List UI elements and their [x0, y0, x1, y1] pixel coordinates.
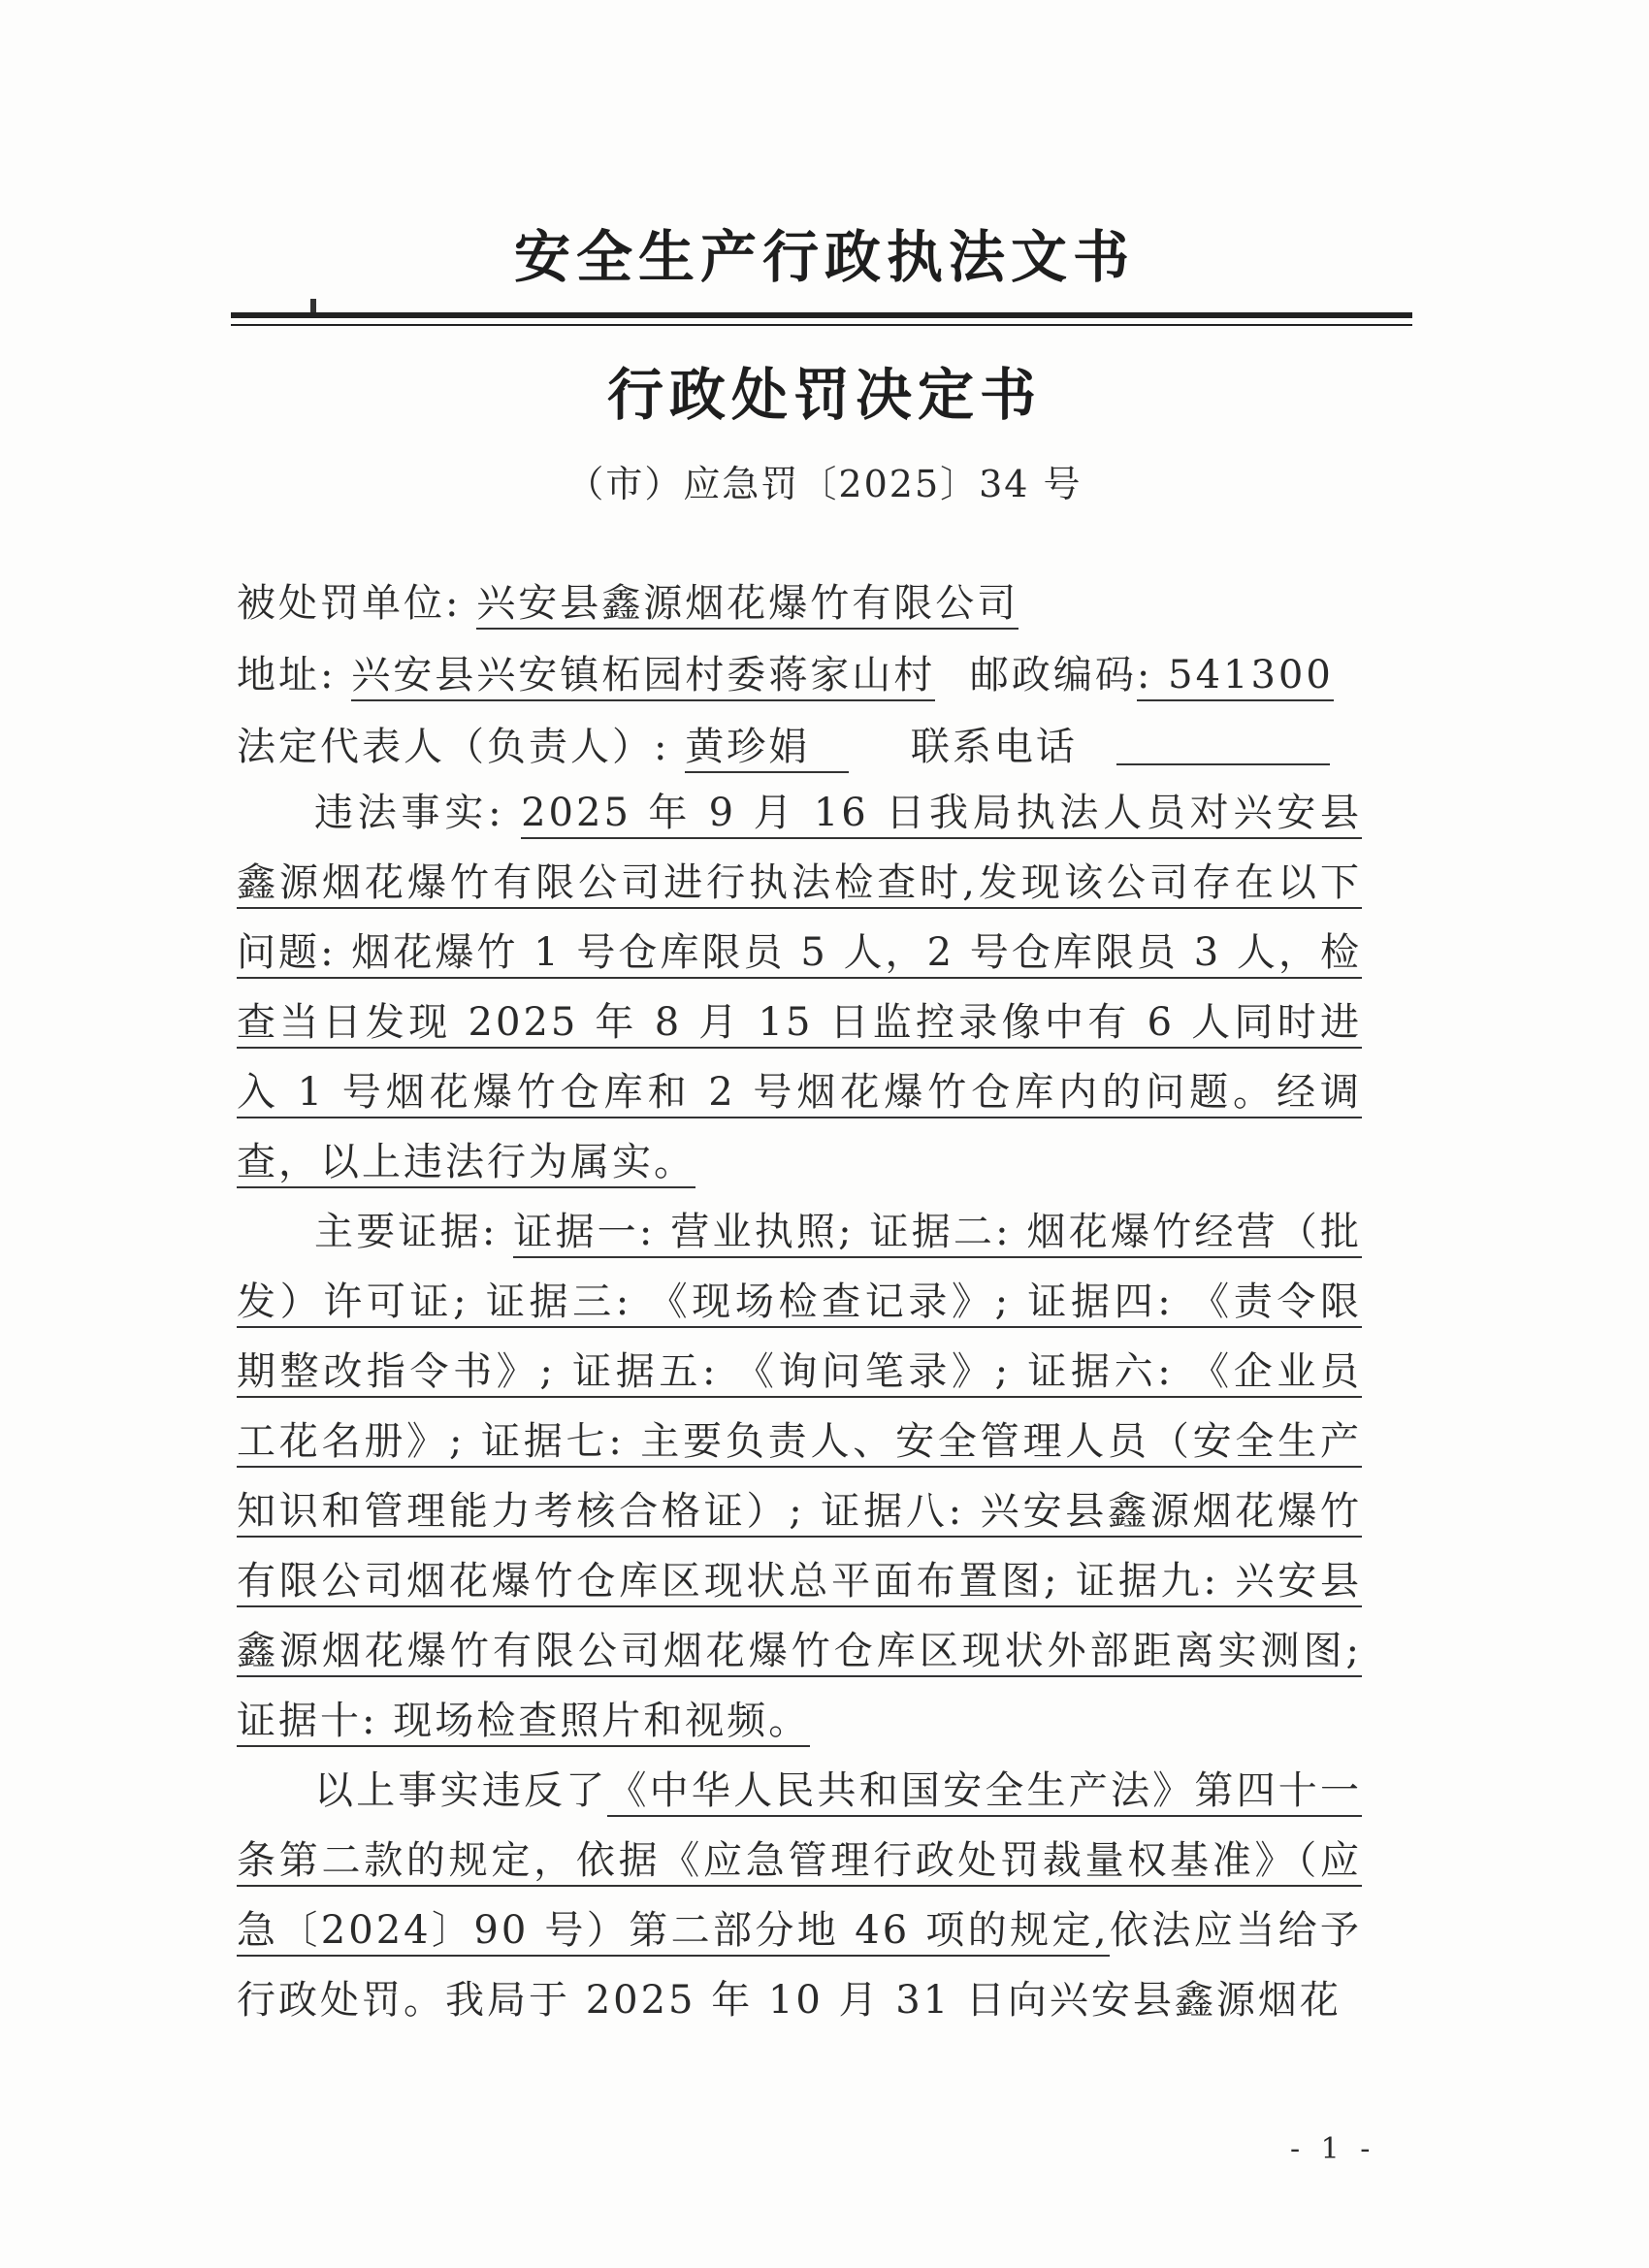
phone-value-redacted	[1116, 729, 1330, 765]
facts-label: 违法事实:	[314, 791, 504, 835]
facts-paragraph	[237, 778, 1362, 1197]
phone-label: 联系电话	[910, 725, 1078, 769]
header-rule-thin	[231, 324, 1412, 326]
postal-value: : 541300	[1137, 653, 1334, 701]
violation-law: 《中华人民共和国安全生产法》第四十一条第二款的规定，依据《应急管理行政处罚裁量权基准》（应急〔2024〕90 号）第二部分地 46 项的规定,	[237, 1768, 1362, 1957]
violation-paragraph	[237, 1756, 1362, 2035]
representative-line	[237, 716, 1362, 771]
ink-speck	[310, 299, 316, 312]
document-title: 行政处罚决定书	[606, 362, 1042, 428]
document-body	[237, 778, 1362, 2035]
postal-label: 邮政编码	[969, 653, 1137, 697]
header-rule-thick	[231, 312, 1412, 318]
address-line	[237, 644, 1362, 699]
evidence-label: 主要证据:	[314, 1210, 499, 1254]
violation-prefix: 以上事实违反了	[314, 1768, 608, 1813]
document-header-title: 安全生产行政执法文书	[513, 224, 1135, 290]
facts-text: 2025 年 9 月 16 日我局执法人员对兴安县鑫源烟花爆竹有限公司进行执法检查时,发现该公司存在以下问题: 烟花爆竹 1 号仓库限员 5 人，2 号仓库限员 3 人，检查当日发现 2025 年 8 月 15 日监控录像中有 6 人同时进入 1 号烟花爆竹仓库和 2 号烟花爆竹仓库内的问题。经调查，以上违法行为属实。	[237, 791, 1362, 1188]
unit-value: 兴安县鑫源烟花爆竹有限公司	[476, 581, 1018, 630]
evidence-paragraph	[237, 1197, 1362, 1756]
unit-label: 被处罚单位:	[237, 581, 462, 626]
representative-label: 法定代表人（负责人）:	[237, 725, 670, 769]
page-number: - 1 -	[1290, 2132, 1376, 2166]
unit-line	[237, 572, 1362, 628]
address-value: 兴安县兴安镇柘园村委蒋家山村	[351, 653, 935, 701]
violation-suffix: 依法应当给予行政处罚。我局于 2025 年 10 月 31 日向兴安县鑫源烟花	[237, 1908, 1363, 2023]
representative-value: 黄珍娟	[685, 725, 849, 773]
address-label: 地址:	[237, 653, 337, 697]
evidence-text: 证据一: 营业执照; 证据二: 烟花爆竹经营（批发）许可证; 证据三: 《现场检查记录》; 证据四: 《责令限期整改指令书》; 证据五: 《询问笔录》; 证据六: 《企业员工花名册》; 证据七: 主要负责人、安全管理人员（安全生产知识和管理能力考核合格证）; 证据八: 兴安县鑫源烟花爆竹有限公司烟花爆竹仓库区现状总平面布置图; 证据九: 兴安县鑫源烟花爆竹有限公司烟花爆竹仓库区现状外部距离实测图; 证据十: 现场检查照片和视频。	[237, 1210, 1362, 1747]
document-number: （市）应急罚〔2025〕34 号	[566, 463, 1083, 505]
